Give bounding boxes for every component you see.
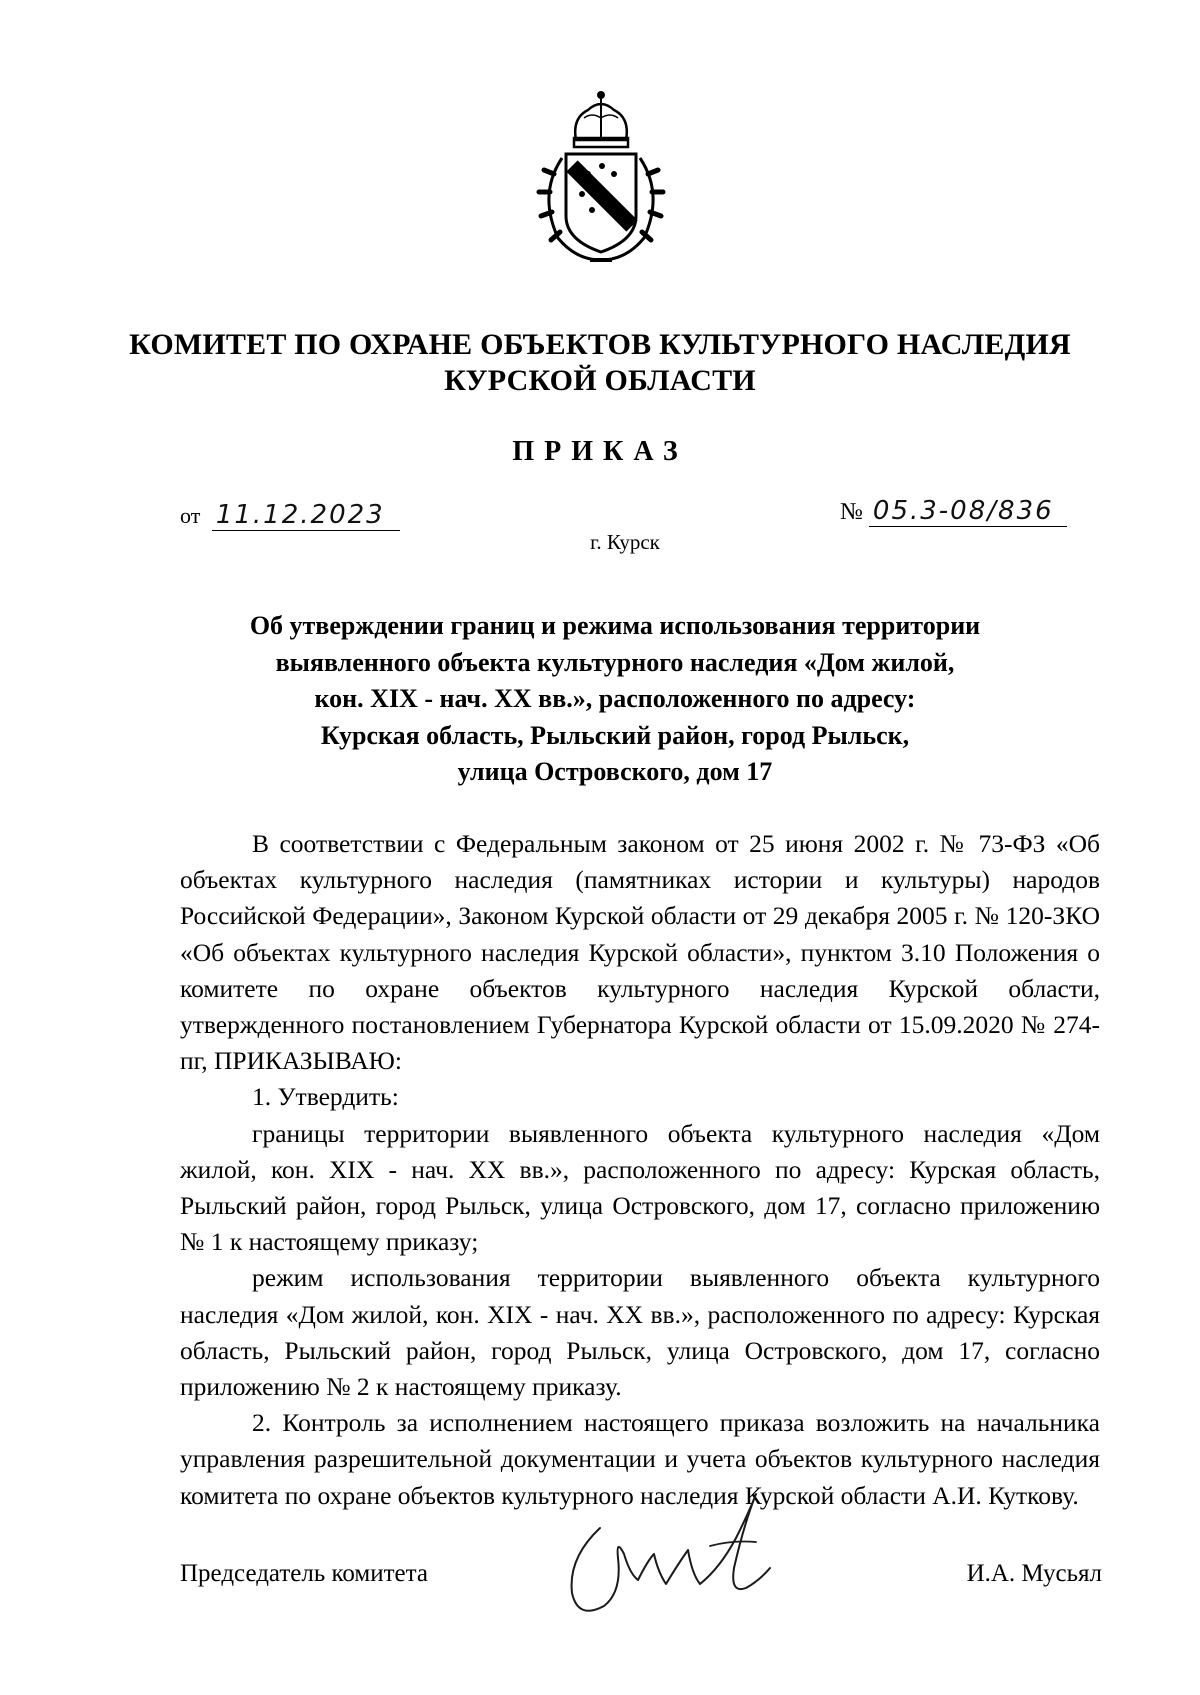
item-1b-paragraph: режим использования территории выявленного объекта культурного наследия «Дом жилой, кон. XIX - нач. XX вв.», расположенного по адресу: Курская область, Рыльский район, город Рыльск, улица Островского, дом 17, согласно приложению № 2 к настоящему приказу. [180,1263,1100,1402]
subject-line: улица Островского, дом 17 [457,757,773,786]
preamble-paragraph: В соответствии с Федеральным законом от 25 июня 2002 г. № 73-ФЗ «Об объектах культурного наследия (памятниках истории и культуры) народов Российской Федерации», Законом Курской области от 29 декабря 2005 г. № 120-ЗКО «Об объектах культурного наследия Курской области», пунктом 3.10 Положения о комитете по охране объектов культурного наследия Курской области, утвержденного постановлением Губернатора Курской области от 15.09.2020 № 274-пг, ПРИКАЗЫВАЮ: [180,829,1100,1076]
organization-name-line2: КУРСКОЙ ОБЛАСТИ [444,364,756,397]
date-label: от [180,503,201,528]
document-subject [180,608,1050,791]
signatory-name: И.А. Мусьял [966,1560,1102,1587]
kursk-coat-of-arms-icon [532,88,670,266]
subject-line: Курская область, Рыльский район, город Рыльск, [320,720,910,750]
subject-line: выявленного объекта культурного наследия «Дом жилой, [275,647,955,677]
subject-line: Об утверждении границ и режима использования территории [249,611,981,640]
document-number [840,496,1067,527]
handwritten-signature-icon [560,1488,780,1623]
number-label: № [840,499,863,525]
document-type-title: ПРИКАЗ [512,436,688,467]
number-value: 05.3-08/836 [869,496,1067,527]
date-value: 11.12.2023 [212,500,400,531]
item-2-paragraph: 2. Контроль за исполнением настоящего приказа возложить на начальника управления разрешительной документации и учета объектов культурного наследия комитета по охране объектов культурного наследия Курской области А.И. Куткову. [180,1408,1100,1510]
signatory-position: Председатель комитета [180,1560,428,1587]
item-1a-paragraph: границы территории выявленного объекта культурного наследия «Дом жилой, кон. XIX - нач. XX вв.», расположенного по адресу: Курская область, Рыльский район, город Рыльск, улица Островского, дом 17, согласно приложению № 1 к настоящему приказу; [180,1118,1100,1257]
document-city: г. Курск [590,530,660,554]
item-1-heading: 1. Утвердить: [252,1082,399,1112]
subject-line: кон. XIX - нач. XX вв.», расположенного по адресу: [314,684,916,713]
document-date [180,500,400,531]
organization-name-line1: КОМИТЕТ ПО ОХРАНЕ ОБЪЕКТОВ КУЛЬТУРНОГО НАСЛЕДИЯ [129,328,1071,361]
document-body [180,826,1100,1514]
